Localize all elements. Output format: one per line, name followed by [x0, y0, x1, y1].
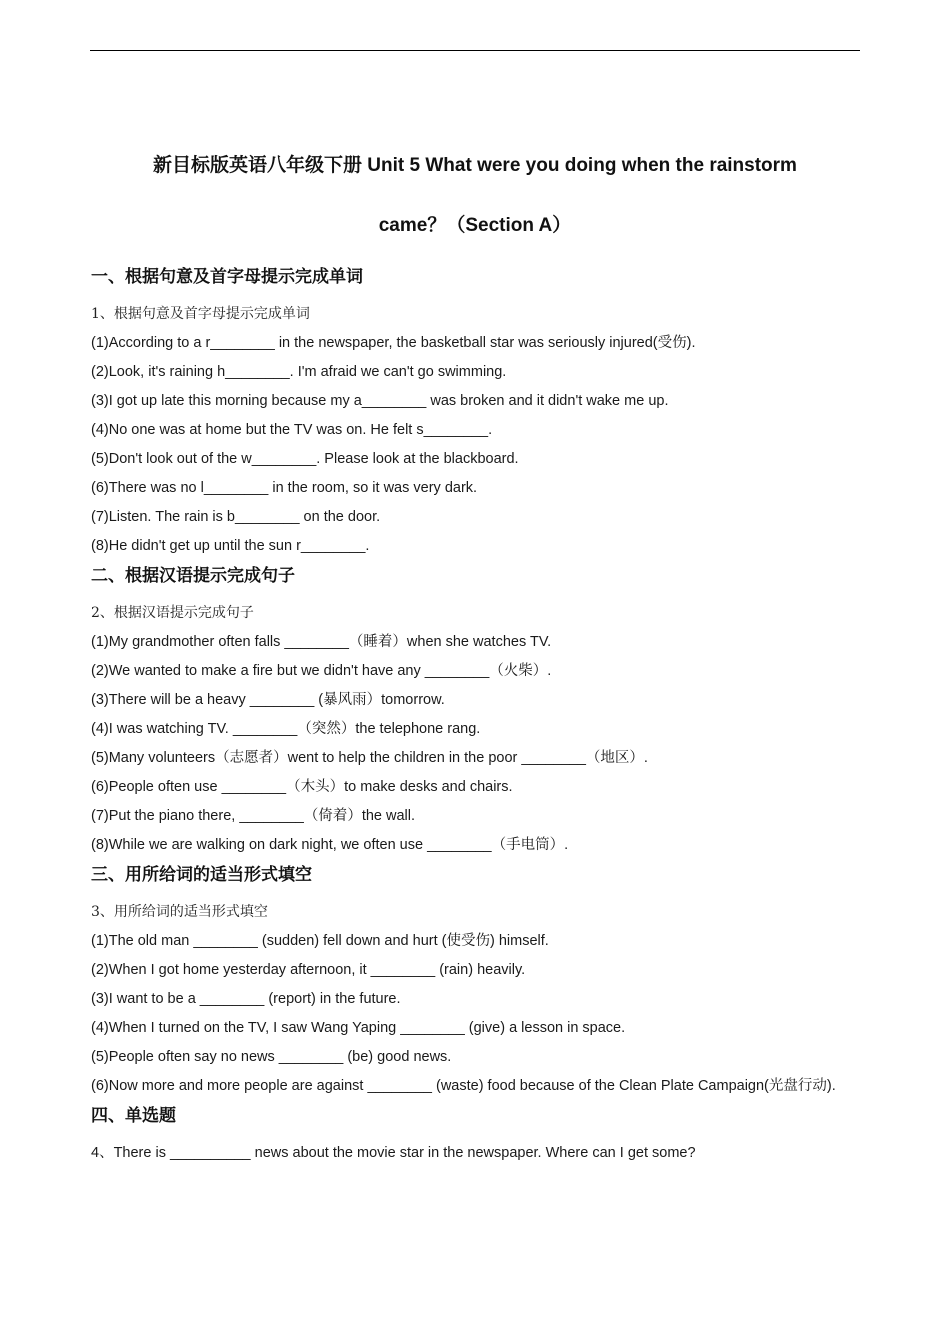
question-item: (1)My grandmother often falls ________（睡着）when she watches TV. — [91, 634, 552, 650]
question-item: (2)Look, it's raining h________. I'm afraid we can't go swimming. — [91, 364, 507, 380]
question-item: (3)There will be a heavy ________ (暴风雨）tomorrow. — [91, 692, 445, 708]
section-instruction: 2、根据汉语提示完成句子 — [91, 605, 254, 621]
question-item: (5)Many volunteers（志愿者）went to help the children in the poor ________（地区）. — [91, 750, 648, 766]
page-title-line-2: came？（Section A） — [378, 215, 572, 236]
section-heading: 二、根据汉语提示完成句子 — [91, 566, 295, 585]
question-item: (3)I want to be a ________ (report) in the future. — [91, 991, 401, 1007]
question-item: (4)When I turned on the TV, I saw Wang Yaping ________ (give) a lesson in space. — [91, 1020, 626, 1036]
header-rule — [90, 50, 860, 51]
question-item: (2)We wanted to make a fire but we didn't have any ________（火柴）. — [91, 663, 552, 679]
question-item: (8)While we are walking on dark night, we often use ________（手电筒）. — [91, 837, 569, 853]
question-item: 4、There is __________ news about the movie star in the newspaper. Where can I get some? — [91, 1145, 696, 1161]
question-item: (8)He didn't get up until the sun r________. — [91, 538, 370, 554]
question-item: (4)No one was at home but the TV was on. He felt s________. — [91, 422, 493, 438]
section-heading: 一、根据句意及首字母提示完成单词 — [91, 267, 363, 286]
section-heading: 四、单选题 — [91, 1106, 176, 1125]
question-item: (7)Listen. The rain is b________ on the door. — [91, 509, 381, 525]
page-title-line-1: 新目标版英语八年级下册 Unit 5 What were you doing when the rainstorm — [153, 155, 797, 176]
question-item: (5)Don't look out of the w________. Please look at the blackboard. — [91, 451, 519, 467]
question-item: (6)People often use ________（木头）to make desks and chairs. — [91, 779, 513, 795]
worksheet-body — [91, 262, 861, 1168]
question-item: (6)There was no l________ in the room, so it was very dark. — [91, 480, 478, 496]
question-item: (7)Put the piano there, ________（倚着）the wall. — [91, 808, 416, 824]
question-item: (6)Now more and more people are against ________ (waste) food because of the Clean Plate Campaign(光盘行动). — [91, 1078, 836, 1094]
section-instruction: 1、根据句意及首字母提示完成单词 — [91, 306, 310, 322]
question-item: (3)I got up late this morning because my a________ was broken and it didn't wake me up. — [91, 393, 669, 409]
section-heading: 三、用所给词的适当形式填空 — [91, 865, 312, 884]
section-instruction: 3、用所给词的适当形式填空 — [91, 904, 268, 920]
question-item: (4)I was watching TV. ________（突然）the telephone rang. — [91, 721, 481, 737]
question-item: (2)When I got home yesterday afternoon, it ________ (rain) heavily. — [91, 962, 526, 978]
question-item: (1)According to a r________ in the newspaper, the basketball star was seriously injured(受伤). — [91, 335, 696, 351]
question-item: (5)People often say no news ________ (be) good news. — [91, 1049, 452, 1065]
question-item: (1)The old man ________ (sudden) fell down and hurt (使受伤) himself. — [91, 933, 549, 949]
